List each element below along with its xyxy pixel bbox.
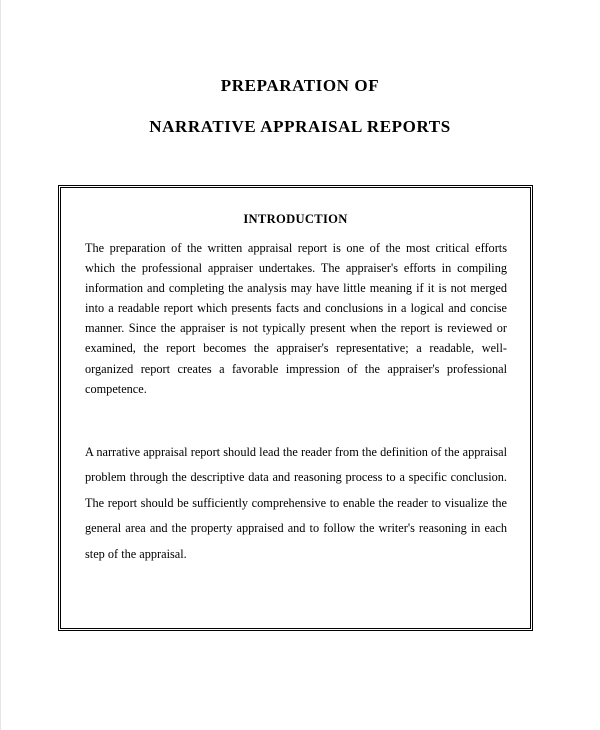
document-title-line-1: PREPARATION OF [220,76,380,95]
introduction-box [58,185,533,631]
document-title-line-2: NARRATIVE APPRAISAL REPORTS [149,117,451,136]
section-heading: INTRODUCTION [243,212,348,226]
paragraph-2: A narrative appraisal report should lead the reader from the definition of the appraisal problem through the descriptive data and reasoning process to a specific conclusion. The report should be sufficiently comprehensive to enable the reader to visualize the general area and the property appraised and to follow the writer's reasoning in each step of the appraisal. [85,445,507,561]
paragraph-1: The preparation of the written appraisal report is one of the most critical efforts which the professional appraiser undertakes. The appraiser's efforts in compiling information and completing the analysis may have little meaning if it is not merged into a readable report which presents facts and conclusions in a logical and concise manner. Since the appraiser is not typically present when the report is reviewed or examined, the report becomes the appraiser's representative; a readable, well-organized report creates a favorable impression of the appraiser's professional competence. [85,241,507,396]
